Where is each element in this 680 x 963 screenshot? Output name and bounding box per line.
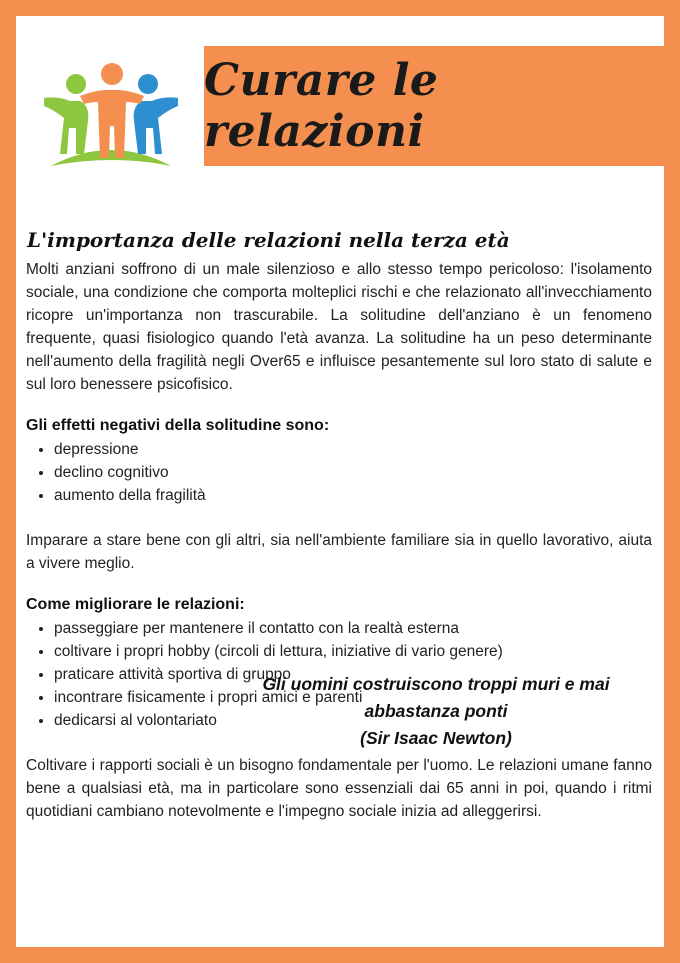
middle-paragraph: Imparare a stare bene con gli altri, sia nell'ambiente familiare sia in quello lavorativo, aiuta a vivere meglio. [26, 532, 652, 572]
quote-author: (Sir Isaac Newton) [360, 728, 512, 748]
list-item: • passeggiare per mantenere il contatto con la realtà esterna [54, 617, 652, 640]
people-circle-logo-icon [36, 46, 186, 181]
improve-heading: Come migliorare le relazioni: [26, 596, 245, 613]
quote-line-2: abbastanza ponti [364, 701, 508, 721]
page-card [16, 16, 664, 947]
effects-heading: Gli effetti negativi della solitudine sono: [26, 417, 330, 434]
effects-list [26, 438, 652, 507]
quote-line-1: Gli uomini costruiscono troppi muri e mai [262, 674, 610, 694]
list-item: • dedicarsi al volontariato [54, 709, 652, 732]
list-item: • depressione [54, 438, 652, 461]
intro-paragraph: Molti anziani soffrono di un male silenzioso e allo stesso tempo pericoloso: l'isolamento sociale, una condizione che comporta molteplici rischi e che relazionato all'invecchiamento ricopre un'importanza non trascurabile. La solitudine dell'anziano è un fenomeno frequente, quasi fisiologico quando l'età avanza. La solitudine ha un peso determinante nell'aumento della fragilità negli Over65 e influisce pesantemente sul loro stato di salute e sul loro benessere psicofisico. [26, 261, 652, 393]
list-item: • praticare attività sportiva di gruppo [54, 663, 652, 686]
list-item: • incontrare fisicamente i propri amici e parenti [54, 686, 652, 709]
title-banner [204, 46, 664, 166]
section-heading: L'importanza delle relazioni nella terza età [27, 228, 510, 252]
page-title: Curare le relazioni [204, 55, 439, 157]
list-item: • coltivare i propri hobby (circoli di lettura, iniziative di vario genere) [54, 640, 652, 663]
newton-quote [216, 671, 656, 752]
closing-paragraph: Coltivare i rapporti sociali è un bisogno fondamentale per l'uomo. Le relazioni umane fanno bene a qualsiasi età, ma in particolare sono essenziali dai 65 anni in poi, quando i ritmi quotidiani cambiano notevolmente e l'impegno sociale inizia ad alleggerirsi. [26, 757, 652, 820]
list-item: • aumento della fragilità [54, 484, 652, 507]
list-item: • declino cognitivo [54, 461, 652, 484]
